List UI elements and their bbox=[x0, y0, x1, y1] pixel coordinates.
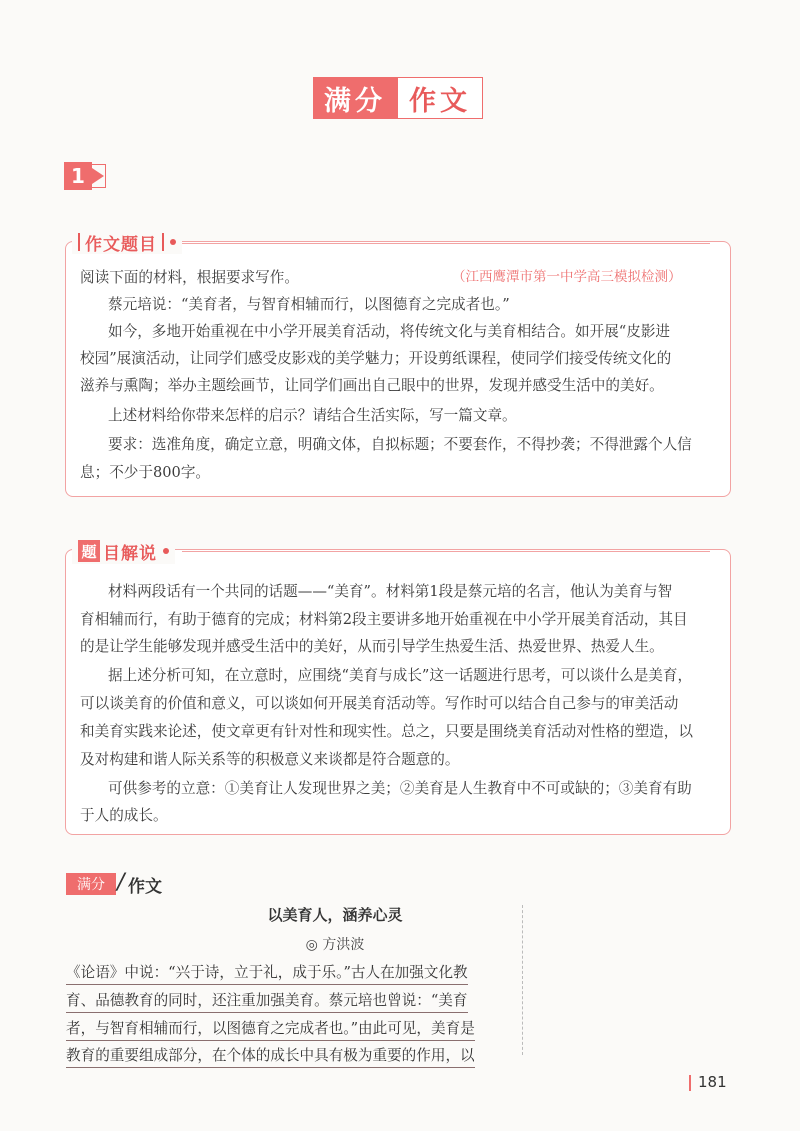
header-dot bbox=[170, 239, 176, 245]
analysis-line: 育相辅而行，有助于德育的完成；材料第2段主要讲多地开始重视在中小学开展美育活动，其目 bbox=[80, 611, 688, 628]
column-divider bbox=[522, 905, 523, 1055]
analysis-line: 可以谈美育的价值和意义，可以谈如何开展美育活动等。写作时可以结合自己参与的审美活动 bbox=[80, 695, 679, 712]
badge-tail bbox=[92, 168, 104, 184]
essay-section-word: 作文 bbox=[128, 877, 162, 897]
topic-label: 作文题目 bbox=[85, 234, 157, 255]
topic-line: 要求：选准角度，确定立意，明确文体，自拟标题；不要套作，不得抄袭；不得泄露个人信 bbox=[108, 436, 692, 453]
essay-line: 《论语》中说：“兴于诗，立于礼，成于乐。”古人在加强文化教 bbox=[66, 962, 468, 985]
header-bar-right bbox=[162, 233, 164, 251]
essay-author: ◎ 方洪波 bbox=[305, 937, 365, 953]
essay-line: 教育的重要组成部分，在个体的成长中具有极为重要的作用，以 bbox=[66, 1045, 475, 1068]
header-dot bbox=[163, 548, 169, 554]
essay-slash: / bbox=[117, 870, 125, 895]
analysis-line: 材料两段话有一个共同的话题——“美育”。材料第1段是蔡元培的名言，他认为美育与智 bbox=[108, 583, 673, 600]
topic-line: 蔡元培说：“美育者，与智育相辅而行，以图德育之完成者也。” bbox=[108, 296, 510, 313]
analysis-line: 的是让学生能够发现并感受生活中的美好，从而引导学生热爱生活、热爱世界、热爱人生。 bbox=[80, 638, 664, 655]
topic-header bbox=[72, 230, 182, 254]
analysis-header bbox=[72, 538, 175, 564]
essay-line: 育、品德教育的同时，还注重加强美育。蔡元培也曾说：“美育 bbox=[66, 990, 468, 1013]
topic-line: 息；不少于800字。 bbox=[80, 464, 211, 481]
analysis-line: 据上述分析可知，在立意时，应围绕“美育与成长”这一话题进行思考，可以谈什么是美育， bbox=[108, 667, 693, 684]
topic-instruction: 阅读下面的材料，根据要求写作。 bbox=[80, 269, 299, 286]
essay-line: 者，与智育相辅而行，以图德育之完成者也。”由此可见，美育是 bbox=[66, 1018, 475, 1041]
analysis-header-line bbox=[182, 551, 710, 552]
analysis-line: 和美育实践来论述，使文章更有针对性和现实性。总之，只要是围绕美育活动对性格的塑造，以 bbox=[80, 723, 693, 740]
analysis-line: 可供参考的立意：①美育让人发现世界之美；②美育是人生教育中不可或缺的；③美育有助 bbox=[108, 780, 692, 797]
badge-number: 1 bbox=[64, 162, 92, 190]
header-bar-left bbox=[78, 233, 80, 251]
topic-line: 如今，多地开始重视在中小学开展美育活动，将传统文化与美育相结合。如开展“皮影进 bbox=[108, 323, 671, 340]
topic-line: 校园”展演活动，让同学们感受皮影戏的美学魅力；开设剪纸课程，使同学们接受传统文化的 bbox=[80, 350, 672, 367]
analysis-label-char: 题 bbox=[78, 540, 100, 562]
page-number-bar bbox=[689, 1075, 691, 1091]
topic-header-line bbox=[180, 243, 710, 244]
topic-line: 上述材料给你带来怎样的启示？请结合生活实际，写一篇文章。 bbox=[108, 407, 517, 424]
topic-line: 滋养与熏陶；举办主题绘画节，让同学们画出自己眼中的世界，发现并感受生活中的美好。 bbox=[80, 377, 664, 394]
title-part1: 满分 bbox=[313, 77, 397, 119]
analysis-line: 于人的成长。 bbox=[80, 807, 168, 824]
topic-source: （江西鹰潭市第一中学高三模拟检测） bbox=[452, 269, 682, 285]
page-title bbox=[313, 77, 483, 119]
section-number-badge bbox=[64, 162, 106, 192]
page-number: 181 bbox=[698, 1073, 727, 1091]
essay-tag: 满分 bbox=[66, 873, 116, 895]
title-part2: 作文 bbox=[397, 77, 483, 119]
essay-title: 以美育人，涵养心灵 bbox=[267, 906, 403, 924]
analysis-line: 及对构建和谐人际关系等的积极意义来谈都是符合题意的。 bbox=[80, 751, 460, 768]
analysis-label: 目解说 bbox=[103, 543, 157, 564]
